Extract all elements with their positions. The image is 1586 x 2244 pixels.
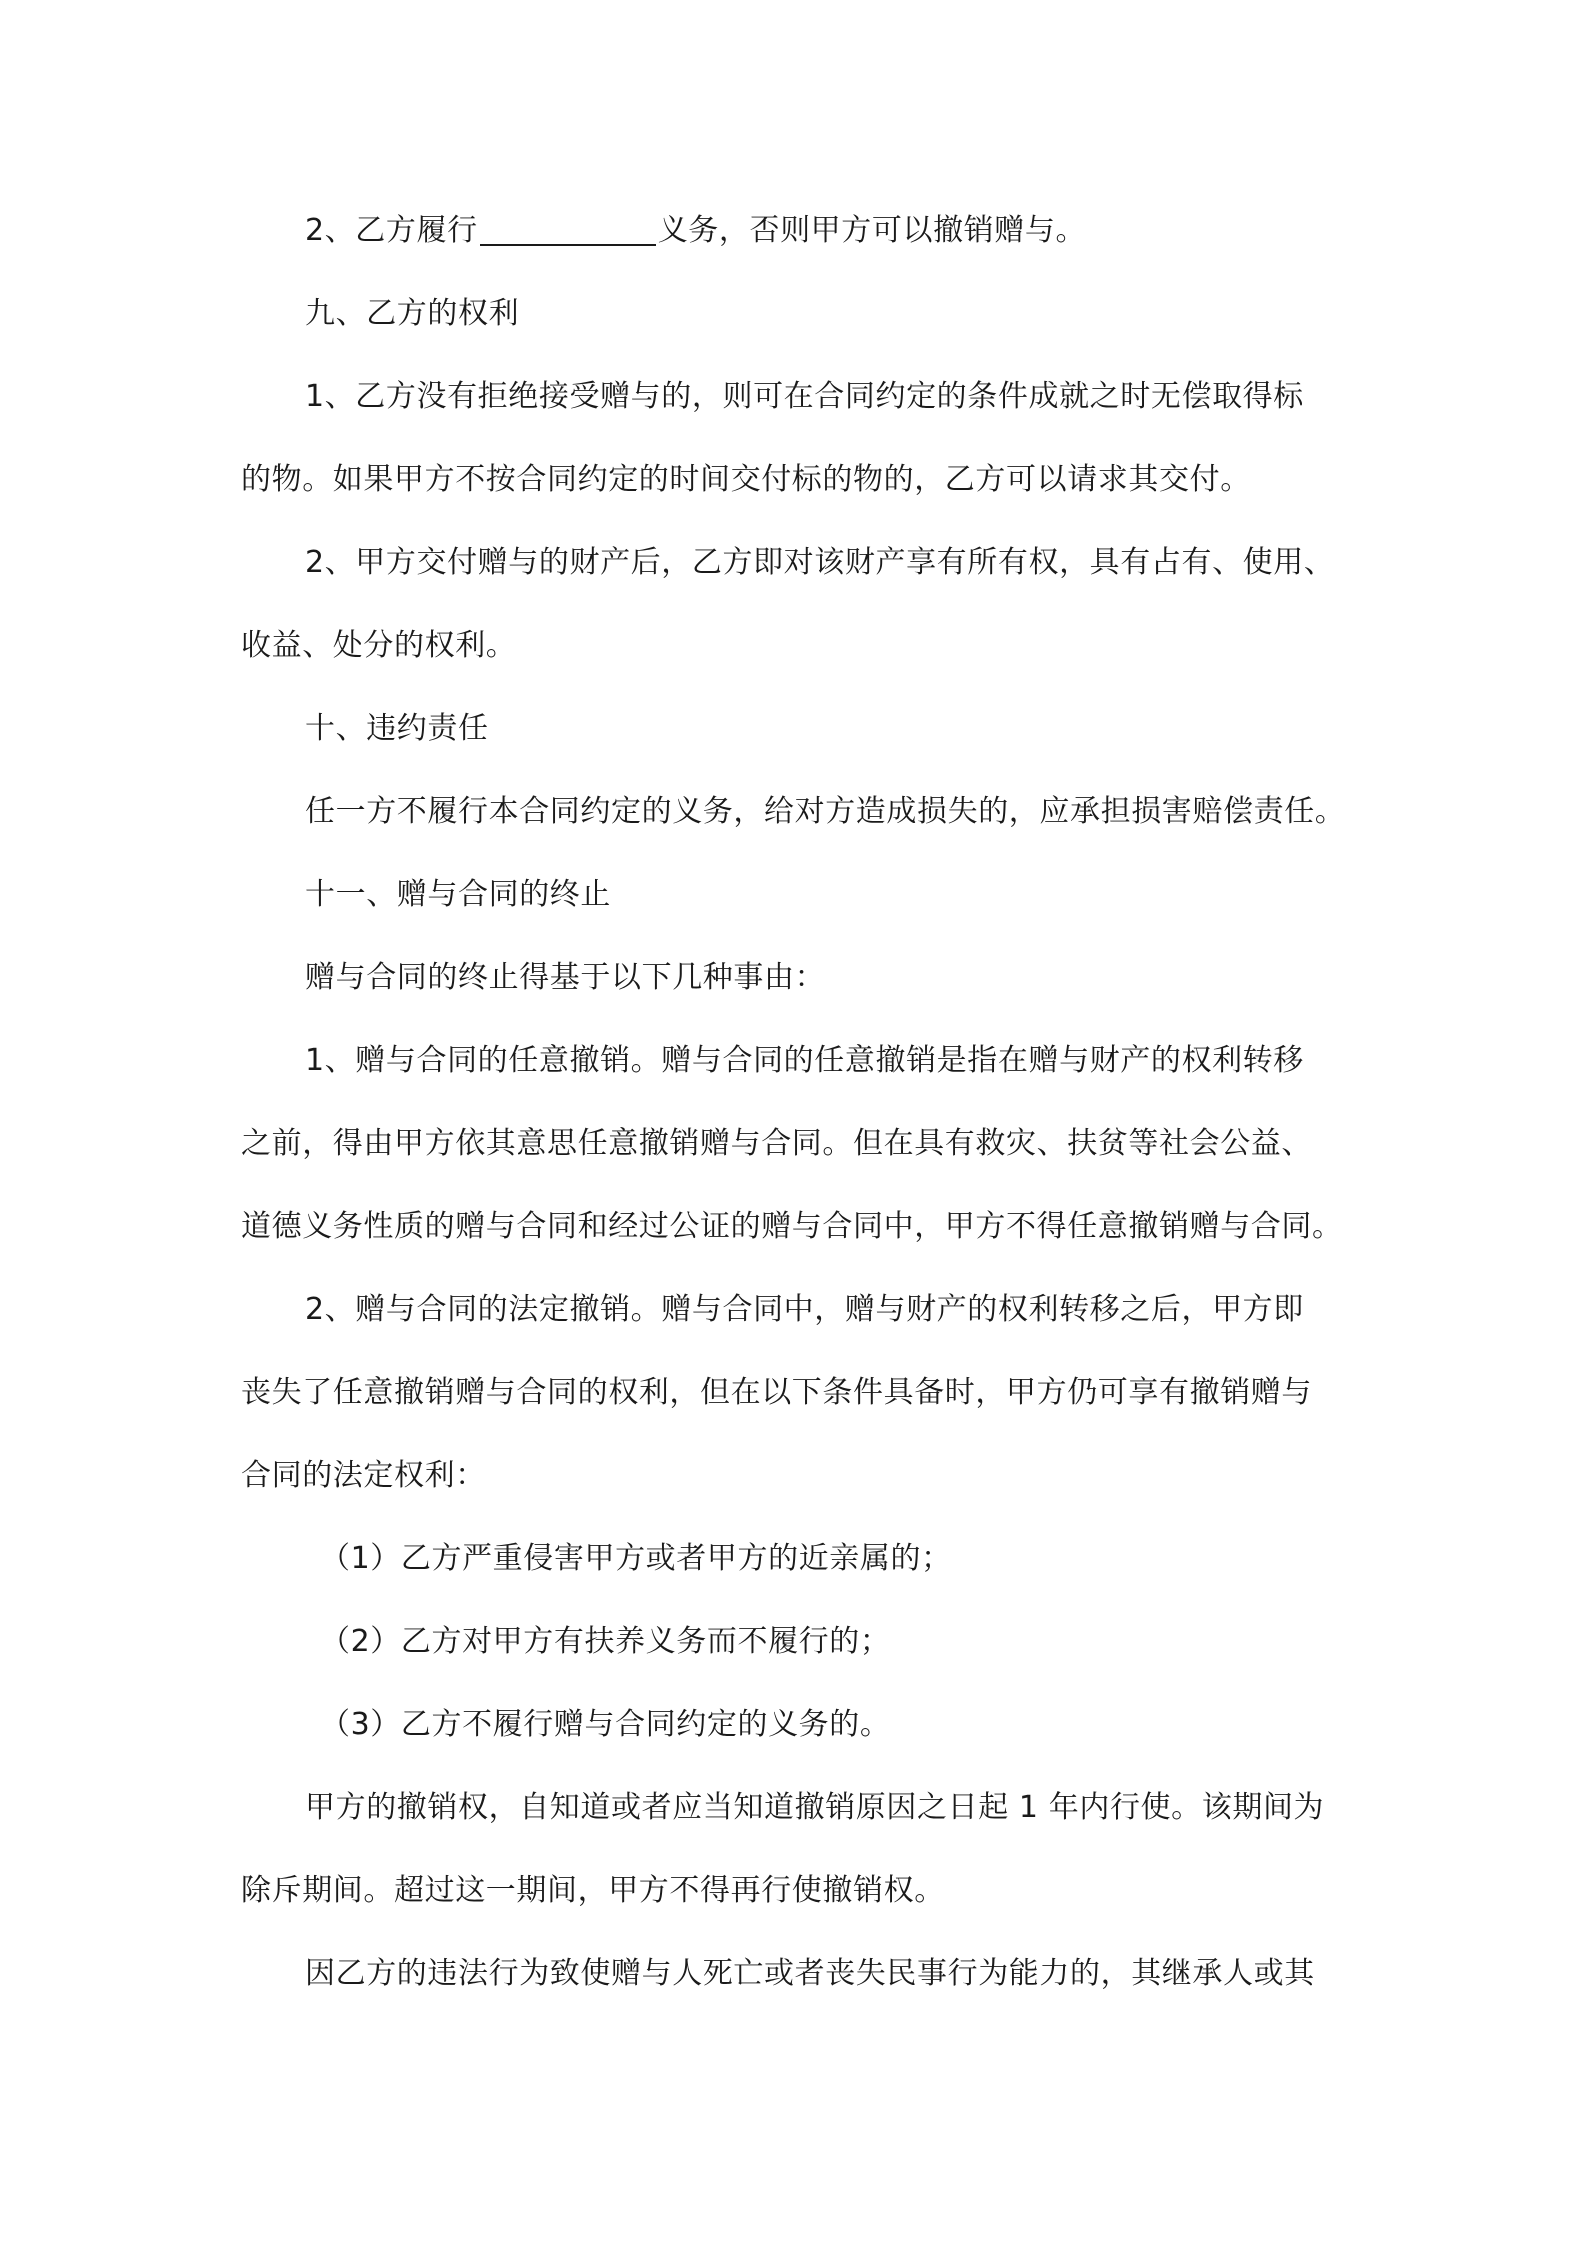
paragraph-line: 2、甲方交付赠与的财产后，乙方即对该财产享有所有权，具有占有、使用、 [305,545,1335,580]
paragraph-line: 除斥期间。超过这一期间，甲方不得再行使撤销权。 [241,1873,945,1908]
paragraph-line: 之前，得由甲方依其意思任意撤销赠与合同。但在具有救灾、扶贫等社会公益、 [241,1126,1312,1161]
paragraph-line: 1、乙方没有拒绝接受赠与的，则可在合同约定的条件成就之时无偿取得标 [305,379,1304,414]
paragraph-line: 收益、处分的权利。 [241,628,517,663]
paragraph-line: 道德义务性质的赠与合同和经过公证的赠与合同中，甲方不得任意撤销赠与合同。 [241,1209,1343,1244]
paragraph-line: 2、赠与合同的法定撤销。赠与合同中，赠与财产的权利转移之后，甲方即 [305,1292,1304,1327]
clause-text-after-blank: 义务，否则甲方可以撤销赠与。 [657,213,1087,248]
list-item: （1）乙方严重侵害甲方或者甲方的近亲属的； [320,1541,952,1576]
paragraph-line: 1、赠与合同的任意撤销。赠与合同的任意撤销是指在赠与财产的权利转移 [305,1043,1304,1078]
paragraph-line: 的物。如果甲方不按合同约定的时间交付标的物的，乙方可以请求其交付。 [241,462,1251,497]
paragraph-line: 赠与合同的终止得基于以下几种事由： [305,960,826,995]
section-heading-10: 十、违约责任 [305,711,489,746]
clause-text-before-blank: 2、乙方履行 [305,213,478,248]
paragraph-line: 丧失了任意撤销赠与合同的权利，但在以下条件具备时，甲方仍可享有撤销赠与 [241,1375,1312,1410]
section-heading-11: 十一、赠与合同的终止 [305,877,611,912]
list-item: （2）乙方对甲方有扶养义务而不履行的； [320,1624,891,1659]
clause-2-obligation [305,211,1445,251]
fill-in-blank [480,214,656,246]
paragraph-line: 因乙方的违法行为致使赠与人死亡或者丧失民事行为能力的，其继承人或其 [305,1956,1315,1991]
paragraph-line: 任一方不履行本合同约定的义务，给对方造成损失的，应承担损害赔偿责任。 [305,794,1346,829]
section-heading-9: 九、乙方的权利 [305,296,520,331]
paragraph-line: 甲方的撤销权，自知道或者应当知道撤销原因之日起 1 年内行使。该期间为 [305,1790,1325,1825]
list-item: （3）乙方不履行赠与合同约定的义务的。 [320,1707,891,1742]
paragraph-line: 合同的法定权利： [241,1458,486,1493]
